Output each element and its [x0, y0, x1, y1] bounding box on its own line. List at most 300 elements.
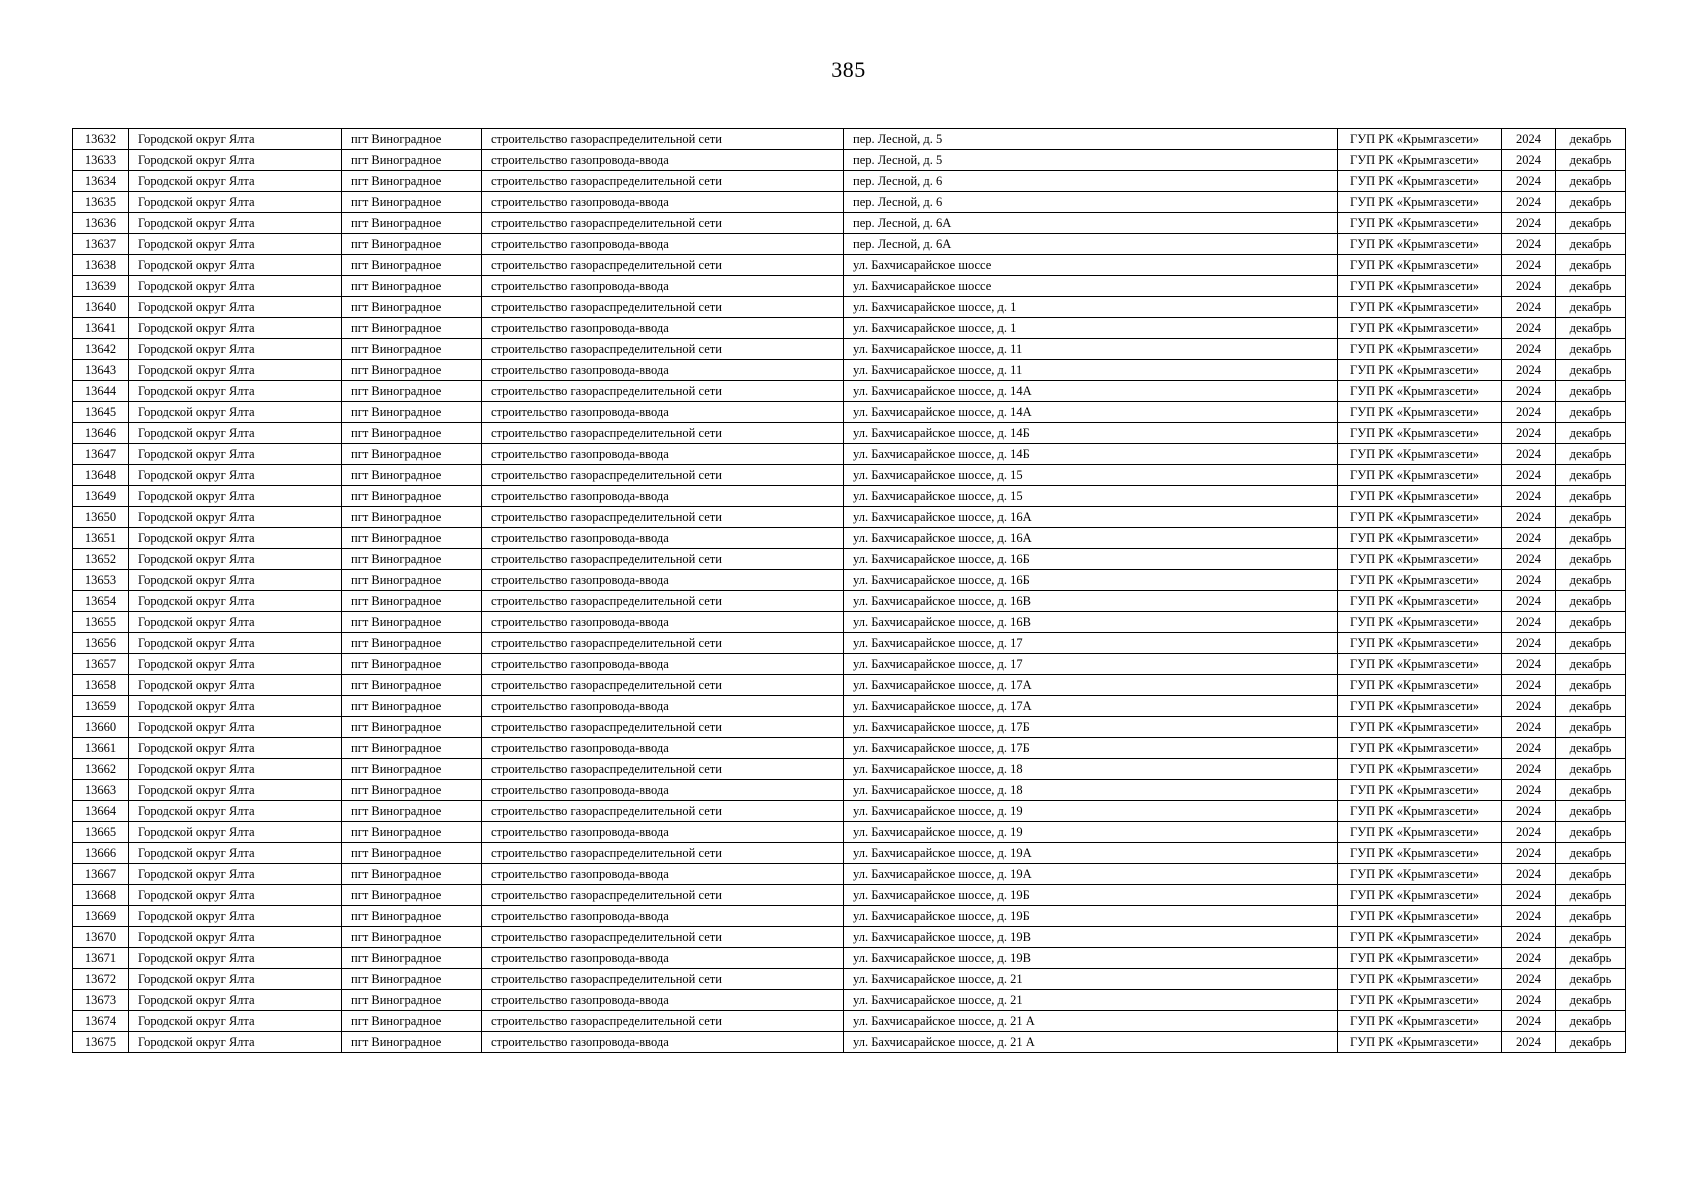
executor-cell: ГУП РК «Крымгазсети»: [1338, 150, 1502, 171]
municipality-cell: Городской округ Ялта: [129, 423, 342, 444]
municipality-cell: Городской округ Ялта: [129, 885, 342, 906]
address-cell: ул. Бахчисарайское шоссе, д. 15: [844, 465, 1338, 486]
work-type-cell: строительство газопровода-ввода: [482, 612, 844, 633]
table-row: [73, 528, 1626, 549]
work-type-cell: строительство газопровода-ввода: [482, 318, 844, 339]
month-cell: декабрь: [1556, 381, 1626, 402]
record-number-cell: 13672: [73, 969, 129, 990]
work-type-cell: строительство газораспределительной сети: [482, 969, 844, 990]
work-type-cell: строительство газораспределительной сети: [482, 381, 844, 402]
month-cell: декабрь: [1556, 759, 1626, 780]
record-number-cell: 13667: [73, 864, 129, 885]
municipality-cell: Городской округ Ялта: [129, 780, 342, 801]
year-cell: 2024: [1502, 633, 1556, 654]
address-cell: ул. Бахчисарайское шоссе, д. 19Б: [844, 885, 1338, 906]
settlement-cell: пгт Виноградное: [342, 885, 482, 906]
record-number-cell: 13632: [73, 129, 129, 150]
municipality-cell: Городской округ Ялта: [129, 696, 342, 717]
month-cell: декабрь: [1556, 801, 1626, 822]
address-cell: ул. Бахчисарайское шоссе, д. 19А: [844, 843, 1338, 864]
table-row: [73, 633, 1626, 654]
year-cell: 2024: [1502, 150, 1556, 171]
municipality-cell: Городской округ Ялта: [129, 465, 342, 486]
work-type-cell: строительство газораспределительной сети: [482, 255, 844, 276]
year-cell: 2024: [1502, 654, 1556, 675]
month-cell: декабрь: [1556, 822, 1626, 843]
address-cell: ул. Бахчисарайское шоссе, д. 19А: [844, 864, 1338, 885]
month-cell: декабрь: [1556, 234, 1626, 255]
month-cell: декабрь: [1556, 507, 1626, 528]
address-cell: ул. Бахчисарайское шоссе, д. 16А: [844, 507, 1338, 528]
executor-cell: ГУП РК «Крымгазсети»: [1338, 780, 1502, 801]
municipality-cell: Городской округ Ялта: [129, 528, 342, 549]
municipality-cell: Городской округ Ялта: [129, 276, 342, 297]
municipality-cell: Городской округ Ялта: [129, 1011, 342, 1032]
record-number-cell: 13646: [73, 423, 129, 444]
executor-cell: ГУП РК «Крымгазсети»: [1338, 1032, 1502, 1053]
executor-cell: ГУП РК «Крымгазсети»: [1338, 297, 1502, 318]
month-cell: декабрь: [1556, 864, 1626, 885]
year-cell: 2024: [1502, 1011, 1556, 1032]
executor-cell: ГУП РК «Крымгазсети»: [1338, 969, 1502, 990]
record-number-cell: 13643: [73, 360, 129, 381]
work-type-cell: строительство газораспределительной сети: [482, 885, 844, 906]
executor-cell: ГУП РК «Крымгазсети»: [1338, 528, 1502, 549]
record-number-cell: 13644: [73, 381, 129, 402]
settlement-cell: пгт Виноградное: [342, 1032, 482, 1053]
executor-cell: ГУП РК «Крымгазсети»: [1338, 696, 1502, 717]
municipality-cell: Городской округ Ялта: [129, 738, 342, 759]
page-number: 385: [831, 57, 866, 82]
record-number-cell: 13638: [73, 255, 129, 276]
table-row: [73, 213, 1626, 234]
year-cell: 2024: [1502, 549, 1556, 570]
month-cell: декабрь: [1556, 528, 1626, 549]
table-row: [73, 591, 1626, 612]
year-cell: 2024: [1502, 360, 1556, 381]
record-number-cell: 13669: [73, 906, 129, 927]
municipality-cell: Городской округ Ялта: [129, 297, 342, 318]
table-row: [73, 864, 1626, 885]
table-row: [73, 822, 1626, 843]
table-row: [73, 192, 1626, 213]
year-cell: 2024: [1502, 612, 1556, 633]
settlement-cell: пгт Виноградное: [342, 654, 482, 675]
settlement-cell: пгт Виноградное: [342, 927, 482, 948]
month-cell: декабрь: [1556, 780, 1626, 801]
month-cell: декабрь: [1556, 444, 1626, 465]
month-cell: декабрь: [1556, 150, 1626, 171]
municipality-cell: Городской округ Ялта: [129, 906, 342, 927]
table-row: [73, 759, 1626, 780]
year-cell: 2024: [1502, 339, 1556, 360]
year-cell: 2024: [1502, 948, 1556, 969]
year-cell: 2024: [1502, 297, 1556, 318]
table-row: [73, 738, 1626, 759]
municipality-cell: Городской округ Ялта: [129, 990, 342, 1011]
table-row: [73, 465, 1626, 486]
settlement-cell: пгт Виноградное: [342, 717, 482, 738]
year-cell: 2024: [1502, 234, 1556, 255]
year-cell: 2024: [1502, 486, 1556, 507]
record-number-cell: 13654: [73, 591, 129, 612]
settlement-cell: пгт Виноградное: [342, 360, 482, 381]
municipality-cell: Городской округ Ялта: [129, 549, 342, 570]
municipality-cell: Городской округ Ялта: [129, 129, 342, 150]
record-number-cell: 13674: [73, 1011, 129, 1032]
record-number-cell: 13648: [73, 465, 129, 486]
municipality-cell: Городской округ Ялта: [129, 507, 342, 528]
address-cell: ул. Бахчисарайское шоссе: [844, 276, 1338, 297]
work-type-cell: строительство газопровода-ввода: [482, 276, 844, 297]
municipality-cell: Городской округ Ялта: [129, 339, 342, 360]
settlement-cell: пгт Виноградное: [342, 570, 482, 591]
table-row: [73, 612, 1626, 633]
work-type-cell: строительство газопровода-ввода: [482, 948, 844, 969]
year-cell: 2024: [1502, 591, 1556, 612]
year-cell: 2024: [1502, 423, 1556, 444]
month-cell: декабрь: [1556, 486, 1626, 507]
settlement-cell: пгт Виноградное: [342, 150, 482, 171]
gasification-schedule-table: [72, 128, 1626, 1053]
settlement-cell: пгт Виноградное: [342, 738, 482, 759]
table-row: [73, 276, 1626, 297]
municipality-cell: Городской округ Ялта: [129, 591, 342, 612]
year-cell: 2024: [1502, 717, 1556, 738]
table-row: [73, 1032, 1626, 1053]
settlement-cell: пгт Виноградное: [342, 381, 482, 402]
municipality-cell: Городской округ Ялта: [129, 318, 342, 339]
address-cell: ул. Бахчисарайское шоссе, д. 18: [844, 759, 1338, 780]
table-row: [73, 969, 1626, 990]
record-number-cell: 13660: [73, 717, 129, 738]
settlement-cell: пгт Виноградное: [342, 948, 482, 969]
executor-cell: ГУП РК «Крымгазсети»: [1338, 549, 1502, 570]
month-cell: декабрь: [1556, 654, 1626, 675]
municipality-cell: Городской округ Ялта: [129, 612, 342, 633]
year-cell: 2024: [1502, 402, 1556, 423]
address-cell: ул. Бахчисарайское шоссе, д. 17А: [844, 696, 1338, 717]
municipality-cell: Городской округ Ялта: [129, 1032, 342, 1053]
year-cell: 2024: [1502, 171, 1556, 192]
year-cell: 2024: [1502, 906, 1556, 927]
record-number-cell: 13662: [73, 759, 129, 780]
record-number-cell: 13671: [73, 948, 129, 969]
record-number-cell: 13637: [73, 234, 129, 255]
municipality-cell: Городской округ Ялта: [129, 381, 342, 402]
record-number-cell: 13649: [73, 486, 129, 507]
work-type-cell: строительство газораспределительной сети: [482, 213, 844, 234]
record-number-cell: 13665: [73, 822, 129, 843]
record-number-cell: 13658: [73, 675, 129, 696]
address-cell: ул. Бахчисарайское шоссе, д. 21: [844, 969, 1338, 990]
table-row: [73, 570, 1626, 591]
work-type-cell: строительство газораспределительной сети: [482, 423, 844, 444]
work-type-cell: строительство газораспределительной сети: [482, 339, 844, 360]
year-cell: 2024: [1502, 570, 1556, 591]
work-type-cell: строительство газопровода-ввода: [482, 192, 844, 213]
settlement-cell: пгт Виноградное: [342, 129, 482, 150]
address-cell: ул. Бахчисарайское шоссе, д. 21 А: [844, 1032, 1338, 1053]
municipality-cell: Городской округ Ялта: [129, 150, 342, 171]
executor-cell: ГУП РК «Крымгазсети»: [1338, 381, 1502, 402]
month-cell: декабрь: [1556, 213, 1626, 234]
settlement-cell: пгт Виноградное: [342, 171, 482, 192]
table-row: [73, 717, 1626, 738]
address-cell: ул. Бахчисарайское шоссе, д. 19Б: [844, 906, 1338, 927]
executor-cell: ГУП РК «Крымгазсети»: [1338, 318, 1502, 339]
executor-cell: ГУП РК «Крымгазсети»: [1338, 213, 1502, 234]
work-type-cell: строительство газопровода-ввода: [482, 990, 844, 1011]
table-row: [73, 171, 1626, 192]
settlement-cell: пгт Виноградное: [342, 213, 482, 234]
settlement-cell: пгт Виноградное: [342, 465, 482, 486]
work-type-cell: строительство газораспределительной сети: [482, 675, 844, 696]
month-cell: декабрь: [1556, 297, 1626, 318]
table-row: [73, 549, 1626, 570]
address-cell: ул. Бахчисарайское шоссе, д. 21 А: [844, 1011, 1338, 1032]
executor-cell: ГУП РК «Крымгазсети»: [1338, 444, 1502, 465]
table-row: [73, 927, 1626, 948]
record-number-cell: 13640: [73, 297, 129, 318]
table-row: [73, 297, 1626, 318]
record-number-cell: 13673: [73, 990, 129, 1011]
settlement-cell: пгт Виноградное: [342, 759, 482, 780]
address-cell: пер. Лесной, д. 5: [844, 129, 1338, 150]
work-type-cell: строительство газораспределительной сети: [482, 1011, 844, 1032]
address-cell: ул. Бахчисарайское шоссе, д. 15: [844, 486, 1338, 507]
record-number-cell: 13657: [73, 654, 129, 675]
work-type-cell: строительство газораспределительной сети: [482, 591, 844, 612]
table-row: [73, 1011, 1626, 1032]
municipality-cell: Городской округ Ялта: [129, 234, 342, 255]
table-row: [73, 150, 1626, 171]
address-cell: ул. Бахчисарайское шоссе, д. 11: [844, 360, 1338, 381]
executor-cell: ГУП РК «Крымгазсети»: [1338, 1011, 1502, 1032]
settlement-cell: пгт Виноградное: [342, 528, 482, 549]
executor-cell: ГУП РК «Крымгазсети»: [1338, 423, 1502, 444]
table-body: [73, 129, 1626, 1053]
table-row: [73, 696, 1626, 717]
record-number-cell: 13636: [73, 213, 129, 234]
settlement-cell: пгт Виноградное: [342, 675, 482, 696]
month-cell: декабрь: [1556, 465, 1626, 486]
table-row: [73, 339, 1626, 360]
table-row: [73, 507, 1626, 528]
settlement-cell: пгт Виноградное: [342, 192, 482, 213]
executor-cell: ГУП РК «Крымгазсети»: [1338, 843, 1502, 864]
table-row: [73, 990, 1626, 1011]
municipality-cell: Городской округ Ялта: [129, 801, 342, 822]
year-cell: 2024: [1502, 843, 1556, 864]
month-cell: декабрь: [1556, 1032, 1626, 1053]
month-cell: декабрь: [1556, 423, 1626, 444]
record-number-cell: 13661: [73, 738, 129, 759]
year-cell: 2024: [1502, 276, 1556, 297]
work-type-cell: строительство газораспределительной сети: [482, 927, 844, 948]
year-cell: 2024: [1502, 969, 1556, 990]
executor-cell: ГУП РК «Крымгазсети»: [1338, 591, 1502, 612]
work-type-cell: строительство газораспределительной сети: [482, 465, 844, 486]
month-cell: декабрь: [1556, 171, 1626, 192]
year-cell: 2024: [1502, 675, 1556, 696]
month-cell: декабрь: [1556, 843, 1626, 864]
executor-cell: ГУП РК «Крымгазсети»: [1338, 801, 1502, 822]
address-cell: ул. Бахчисарайское шоссе, д. 17Б: [844, 717, 1338, 738]
municipality-cell: Городской округ Ялта: [129, 759, 342, 780]
municipality-cell: Городской округ Ялта: [129, 171, 342, 192]
work-type-cell: строительство газораспределительной сети: [482, 633, 844, 654]
record-number-cell: 13653: [73, 570, 129, 591]
work-type-cell: строительство газопровода-ввода: [482, 780, 844, 801]
table-row: [73, 444, 1626, 465]
address-cell: ул. Бахчисарайское шоссе, д. 19В: [844, 927, 1338, 948]
executor-cell: ГУП РК «Крымгазсети»: [1338, 948, 1502, 969]
address-cell: ул. Бахчисарайское шоссе, д. 14Б: [844, 444, 1338, 465]
table-row: [73, 486, 1626, 507]
address-cell: пер. Лесной, д. 6: [844, 192, 1338, 213]
month-cell: декабрь: [1556, 948, 1626, 969]
month-cell: декабрь: [1556, 1011, 1626, 1032]
settlement-cell: пгт Виноградное: [342, 906, 482, 927]
year-cell: 2024: [1502, 192, 1556, 213]
settlement-cell: пгт Виноградное: [342, 297, 482, 318]
executor-cell: ГУП РК «Крымгазсети»: [1338, 465, 1502, 486]
settlement-cell: пгт Виноградное: [342, 591, 482, 612]
table-row: [73, 780, 1626, 801]
municipality-cell: Городской округ Ялта: [129, 360, 342, 381]
record-number-cell: 13666: [73, 843, 129, 864]
settlement-cell: пгт Виноградное: [342, 402, 482, 423]
executor-cell: ГУП РК «Крымгазсети»: [1338, 129, 1502, 150]
executor-cell: ГУП РК «Крымгазсети»: [1338, 675, 1502, 696]
municipality-cell: Городской округ Ялта: [129, 486, 342, 507]
table-row: [73, 423, 1626, 444]
address-cell: ул. Бахчисарайское шоссе, д. 16В: [844, 612, 1338, 633]
year-cell: 2024: [1502, 1032, 1556, 1053]
settlement-cell: пгт Виноградное: [342, 423, 482, 444]
work-type-cell: строительство газопровода-ввода: [482, 402, 844, 423]
settlement-cell: пгт Виноградное: [342, 339, 482, 360]
settlement-cell: пгт Виноградное: [342, 255, 482, 276]
municipality-cell: Городской округ Ялта: [129, 213, 342, 234]
settlement-cell: пгт Виноградное: [342, 444, 482, 465]
year-cell: 2024: [1502, 129, 1556, 150]
month-cell: декабрь: [1556, 738, 1626, 759]
settlement-cell: пгт Виноградное: [342, 696, 482, 717]
record-number-cell: 13675: [73, 1032, 129, 1053]
work-type-cell: строительство газопровода-ввода: [482, 234, 844, 255]
table-row: [73, 129, 1626, 150]
year-cell: 2024: [1502, 738, 1556, 759]
work-type-cell: строительство газопровода-ввода: [482, 444, 844, 465]
record-number-cell: 13670: [73, 927, 129, 948]
address-cell: ул. Бахчисарайское шоссе, д. 17: [844, 654, 1338, 675]
month-cell: декабрь: [1556, 339, 1626, 360]
address-cell: пер. Лесной, д. 6А: [844, 234, 1338, 255]
municipality-cell: Городской округ Ялта: [129, 444, 342, 465]
settlement-cell: пгт Виноградное: [342, 507, 482, 528]
address-cell: ул. Бахчисарайское шоссе, д. 14Б: [844, 423, 1338, 444]
work-type-cell: строительство газопровода-ввода: [482, 486, 844, 507]
month-cell: декабрь: [1556, 927, 1626, 948]
table-row: [73, 654, 1626, 675]
year-cell: 2024: [1502, 696, 1556, 717]
executor-cell: ГУП РК «Крымгазсети»: [1338, 864, 1502, 885]
settlement-cell: пгт Виноградное: [342, 822, 482, 843]
address-cell: ул. Бахчисарайское шоссе, д. 21: [844, 990, 1338, 1011]
record-number-cell: 13651: [73, 528, 129, 549]
municipality-cell: Городской округ Ялта: [129, 822, 342, 843]
municipality-cell: Городской округ Ялта: [129, 843, 342, 864]
year-cell: 2024: [1502, 444, 1556, 465]
record-number-cell: 13668: [73, 885, 129, 906]
address-cell: ул. Бахчисарайское шоссе, д. 14А: [844, 381, 1338, 402]
executor-cell: ГУП РК «Крымгазсети»: [1338, 486, 1502, 507]
work-type-cell: строительство газораспределительной сети: [482, 507, 844, 528]
year-cell: 2024: [1502, 822, 1556, 843]
month-cell: декабрь: [1556, 591, 1626, 612]
month-cell: декабрь: [1556, 633, 1626, 654]
work-type-cell: строительство газопровода-ввода: [482, 150, 844, 171]
settlement-cell: пгт Виноградное: [342, 318, 482, 339]
address-cell: пер. Лесной, д. 6А: [844, 213, 1338, 234]
record-number-cell: 13652: [73, 549, 129, 570]
executor-cell: ГУП РК «Крымгазсети»: [1338, 885, 1502, 906]
month-cell: декабрь: [1556, 906, 1626, 927]
executor-cell: ГУП РК «Крымгазсети»: [1338, 738, 1502, 759]
address-cell: ул. Бахчисарайское шоссе, д. 16Б: [844, 570, 1338, 591]
executor-cell: ГУП РК «Крымгазсети»: [1338, 612, 1502, 633]
year-cell: 2024: [1502, 990, 1556, 1011]
year-cell: 2024: [1502, 780, 1556, 801]
municipality-cell: Городской округ Ялта: [129, 927, 342, 948]
work-type-cell: строительство газопровода-ввода: [482, 1032, 844, 1053]
municipality-cell: Городской округ Ялта: [129, 675, 342, 696]
month-cell: декабрь: [1556, 360, 1626, 381]
work-type-cell: строительство газопровода-ввода: [482, 654, 844, 675]
settlement-cell: пгт Виноградное: [342, 990, 482, 1011]
executor-cell: ГУП РК «Крымгазсети»: [1338, 990, 1502, 1011]
municipality-cell: Городской округ Ялта: [129, 255, 342, 276]
work-type-cell: строительство газопровода-ввода: [482, 906, 844, 927]
record-number-cell: 13633: [73, 150, 129, 171]
executor-cell: ГУП РК «Крымгазсети»: [1338, 255, 1502, 276]
record-number-cell: 13639: [73, 276, 129, 297]
record-number-cell: 13641: [73, 318, 129, 339]
address-cell: ул. Бахчисарайское шоссе, д. 16Б: [844, 549, 1338, 570]
table-row: [73, 381, 1626, 402]
table-row: [73, 318, 1626, 339]
month-cell: декабрь: [1556, 885, 1626, 906]
address-cell: ул. Бахчисарайское шоссе, д. 17А: [844, 675, 1338, 696]
executor-cell: ГУП РК «Крымгазсети»: [1338, 906, 1502, 927]
executor-cell: ГУП РК «Крымгазсети»: [1338, 654, 1502, 675]
year-cell: 2024: [1502, 528, 1556, 549]
year-cell: 2024: [1502, 213, 1556, 234]
year-cell: 2024: [1502, 507, 1556, 528]
month-cell: декабрь: [1556, 255, 1626, 276]
address-cell: ул. Бахчисарайское шоссе, д. 19: [844, 822, 1338, 843]
month-cell: декабрь: [1556, 696, 1626, 717]
month-cell: декабрь: [1556, 276, 1626, 297]
municipality-cell: Городской округ Ялта: [129, 948, 342, 969]
settlement-cell: пгт Виноградное: [342, 864, 482, 885]
month-cell: декабрь: [1556, 675, 1626, 696]
table-row: [73, 360, 1626, 381]
work-type-cell: строительство газораспределительной сети: [482, 717, 844, 738]
executor-cell: ГУП РК «Крымгазсети»: [1338, 276, 1502, 297]
